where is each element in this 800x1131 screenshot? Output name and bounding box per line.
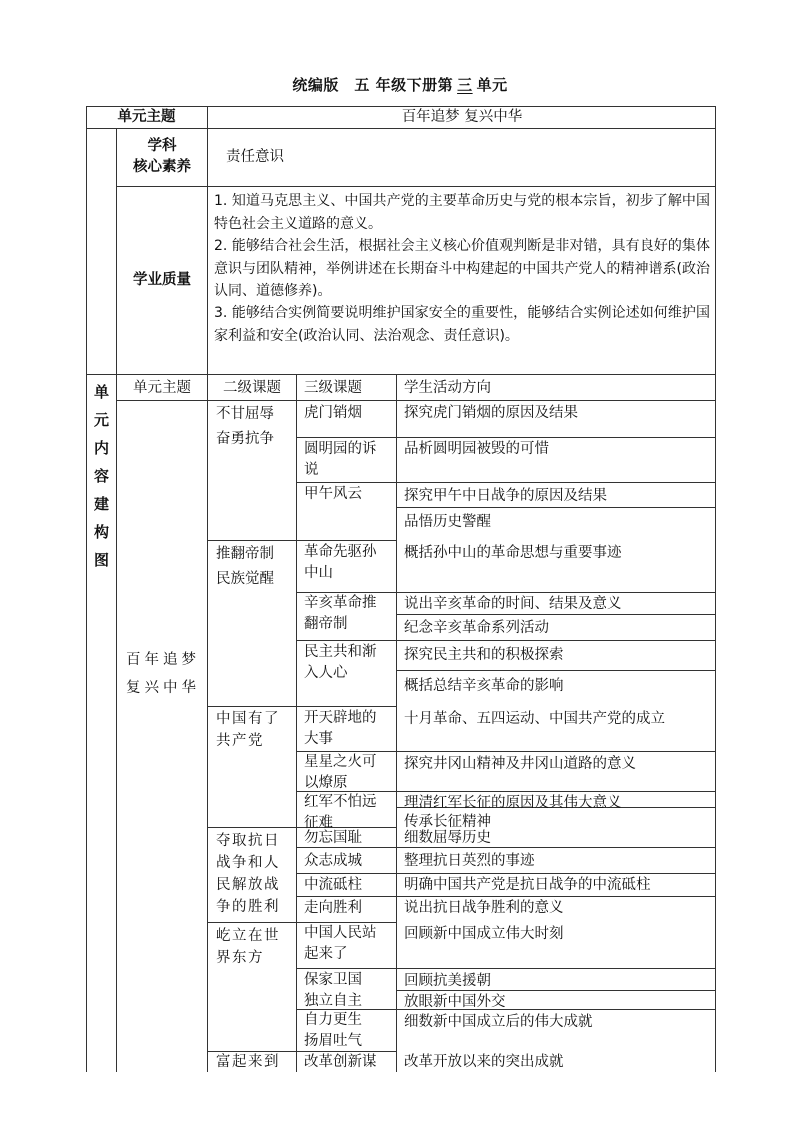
activity-item: 细数屈辱历史	[404, 830, 491, 846]
level3-line: 辛亥革命推	[304, 595, 377, 611]
level3-line: 入人心	[304, 665, 348, 681]
activity-item: 回顾新中国成立伟大时刻	[404, 926, 564, 942]
level3-line: 大事	[304, 731, 333, 747]
level3-line: 扬眉吐气	[304, 1033, 362, 1049]
theme-line: 百年追梦	[126, 652, 200, 668]
level2-topic	[216, 542, 274, 592]
column-header: 单元主题	[133, 380, 191, 396]
activity-item: 说出抗日战争胜利的意义	[404, 900, 564, 916]
level3-topic: 改革创新谋	[304, 1054, 377, 1070]
activity-item: 整理抗日英烈的事迹	[404, 853, 535, 869]
level3-topic: 走向胜利	[304, 900, 362, 916]
side-label-char: 内	[94, 439, 110, 457]
level3-line: 民主共和渐	[304, 644, 377, 660]
activity-item: 概括孙中山的革命思想与重要事迹	[404, 545, 622, 561]
side-label-char: 容	[94, 467, 110, 485]
level2-line: 中国有了	[216, 711, 280, 727]
column-header: 学生活动方向	[404, 380, 491, 396]
level3-line: 圆明园的诉	[304, 441, 377, 457]
level3-line: 说	[304, 462, 319, 478]
activity-item: 探究甲午中日战争的原因及结果	[404, 488, 607, 504]
level3-topic: 众志成城	[304, 853, 362, 869]
title-unit-number: 三	[457, 76, 473, 94]
level3-line: 独立自主	[304, 993, 362, 1009]
level2-topic	[216, 830, 280, 918]
unit-table	[86, 106, 716, 1072]
academic-quality-label: 学业质量	[133, 272, 191, 288]
level3-topic	[304, 439, 377, 481]
academic-quality-item: 1. 知道马克思主义、中国共产党的主要革命历史与党的根本宗旨，初步了解中国特色社会主义道路的意义。	[214, 193, 710, 232]
core-literacy-value: 责任意识	[226, 149, 284, 165]
level2-topic: 富起来到	[216, 1054, 280, 1070]
level2-line: 民解放战	[216, 877, 280, 893]
level3-line: 征难	[304, 815, 333, 831]
side-label-char: 建	[94, 495, 110, 513]
level3-topic: 虎门销烟	[304, 405, 362, 421]
level2-line: 战争和人	[216, 855, 280, 871]
activity-item: 探究虎门销烟的原因及结果	[404, 405, 578, 421]
level3-topic	[304, 542, 377, 584]
academic-quality-item: 3. 能够结合实例简要说明维护国家安全的重要性，能够结合实例论述如何维护国家利益和安全(政治认同、法治观念、责任意识)。	[214, 305, 710, 344]
activity-item: 改革开放以来的突出成就	[404, 1054, 564, 1070]
activity-item: 探究民主共和的积极探索	[404, 647, 564, 663]
column-header: 二级课题	[223, 380, 281, 396]
level3-topic: 甲午风云	[304, 486, 362, 502]
page-title	[0, 74, 800, 95]
level3-line: 保家卫国	[304, 972, 362, 988]
level3-topic	[304, 970, 362, 1012]
construction-theme	[126, 646, 200, 702]
level2-line: 推翻帝制	[216, 546, 274, 562]
level2-topic	[216, 925, 280, 969]
level3-topic	[304, 752, 377, 794]
level3-line: 红军不怕远	[304, 794, 377, 810]
activity-item: 细数新中国成立后的伟大成就	[404, 1014, 593, 1030]
side-label-char: 构	[94, 523, 110, 541]
unit-theme-label: 单元主题	[117, 109, 176, 125]
level2-line: 不甘屈辱	[216, 406, 274, 422]
activity-item: 说出辛亥革命的时间、结果及意义	[404, 596, 622, 612]
level3-line: 翻帝制	[304, 616, 348, 632]
activity-item: 品析圆明园被毁的可惜	[404, 441, 549, 457]
unit-theme-value: 百年追梦 复兴中华	[401, 109, 523, 125]
activity-item: 品悟历史警醒	[404, 514, 491, 530]
level3-topic: 勿忘国耻	[304, 830, 362, 846]
level3-topic	[304, 642, 377, 684]
core-label-line: 学科	[147, 138, 177, 154]
activity-item: 回顾抗美援朝	[404, 973, 491, 989]
level3-topic	[304, 923, 377, 965]
level3-line: 起来了	[304, 946, 348, 962]
level3-line: 开天辟地的	[304, 710, 377, 726]
academic-quality-item: 2. 能够结合社会生活，根据社会主义核心价值观判断是非对错，具有良好的集体意识与团队精神，举例讲述在长期奋斗中构建起的中国共产党人的精神谱系(政治认同、道德修养)。	[214, 238, 710, 299]
level3-line: 自力更生	[304, 1012, 362, 1028]
title-prefix: 统编版 五 年级下册第	[292, 76, 454, 94]
level3-line: 中山	[304, 565, 333, 581]
level3-line: 中国人民站	[304, 925, 377, 941]
level2-line: 夺取抗日	[216, 833, 280, 849]
level3-topic	[304, 593, 377, 635]
level2-line: 共产党	[216, 733, 264, 749]
column-header: 三级课题	[304, 380, 362, 396]
activity-item: 传承长征精神	[404, 814, 491, 830]
level2-topic	[216, 402, 274, 452]
side-label-char: 元	[94, 411, 110, 429]
activity-item: 概括总结辛亥革命的影响	[404, 678, 564, 694]
level3-topic	[304, 708, 377, 750]
construction-side-label	[94, 378, 108, 574]
level2-line: 界东方	[216, 950, 264, 966]
level2-line: 争的胜利	[216, 899, 280, 915]
activity-item: 探究井冈山精神及井冈山道路的意义	[404, 756, 636, 772]
level2-topic	[216, 708, 280, 752]
theme-line: 复兴中华	[126, 680, 200, 696]
level3-line: 星星之火可	[304, 754, 377, 770]
level2-line: 民族觉醒	[216, 571, 274, 587]
level3-line: 以燎原	[304, 775, 348, 791]
level3-line: 革命先驱孙	[304, 544, 377, 560]
activity-item: 纪念辛亥革命系列活动	[404, 620, 549, 636]
level2-line: 奋勇抗争	[216, 431, 274, 447]
level2-line: 屹立在世	[216, 928, 280, 944]
level3-topic: 中流砥柱	[304, 877, 362, 893]
activity-item: 明确中国共产党是抗日战争的中流砥柱	[404, 877, 651, 893]
title-suffix: 单元	[476, 76, 508, 94]
core-label-line: 核心素养	[133, 159, 191, 175]
side-label-char: 单	[94, 383, 110, 401]
activity-item: 放眼新中国外交	[404, 994, 506, 1010]
side-label-char: 图	[94, 551, 110, 569]
level3-topic	[304, 1010, 362, 1052]
activity-item: 理清红军长征的原因及其伟大意义	[404, 795, 622, 811]
activity-item: 十月革命、五四运动、中国共产党的成立	[404, 711, 665, 727]
core-literacy-label	[117, 136, 207, 178]
